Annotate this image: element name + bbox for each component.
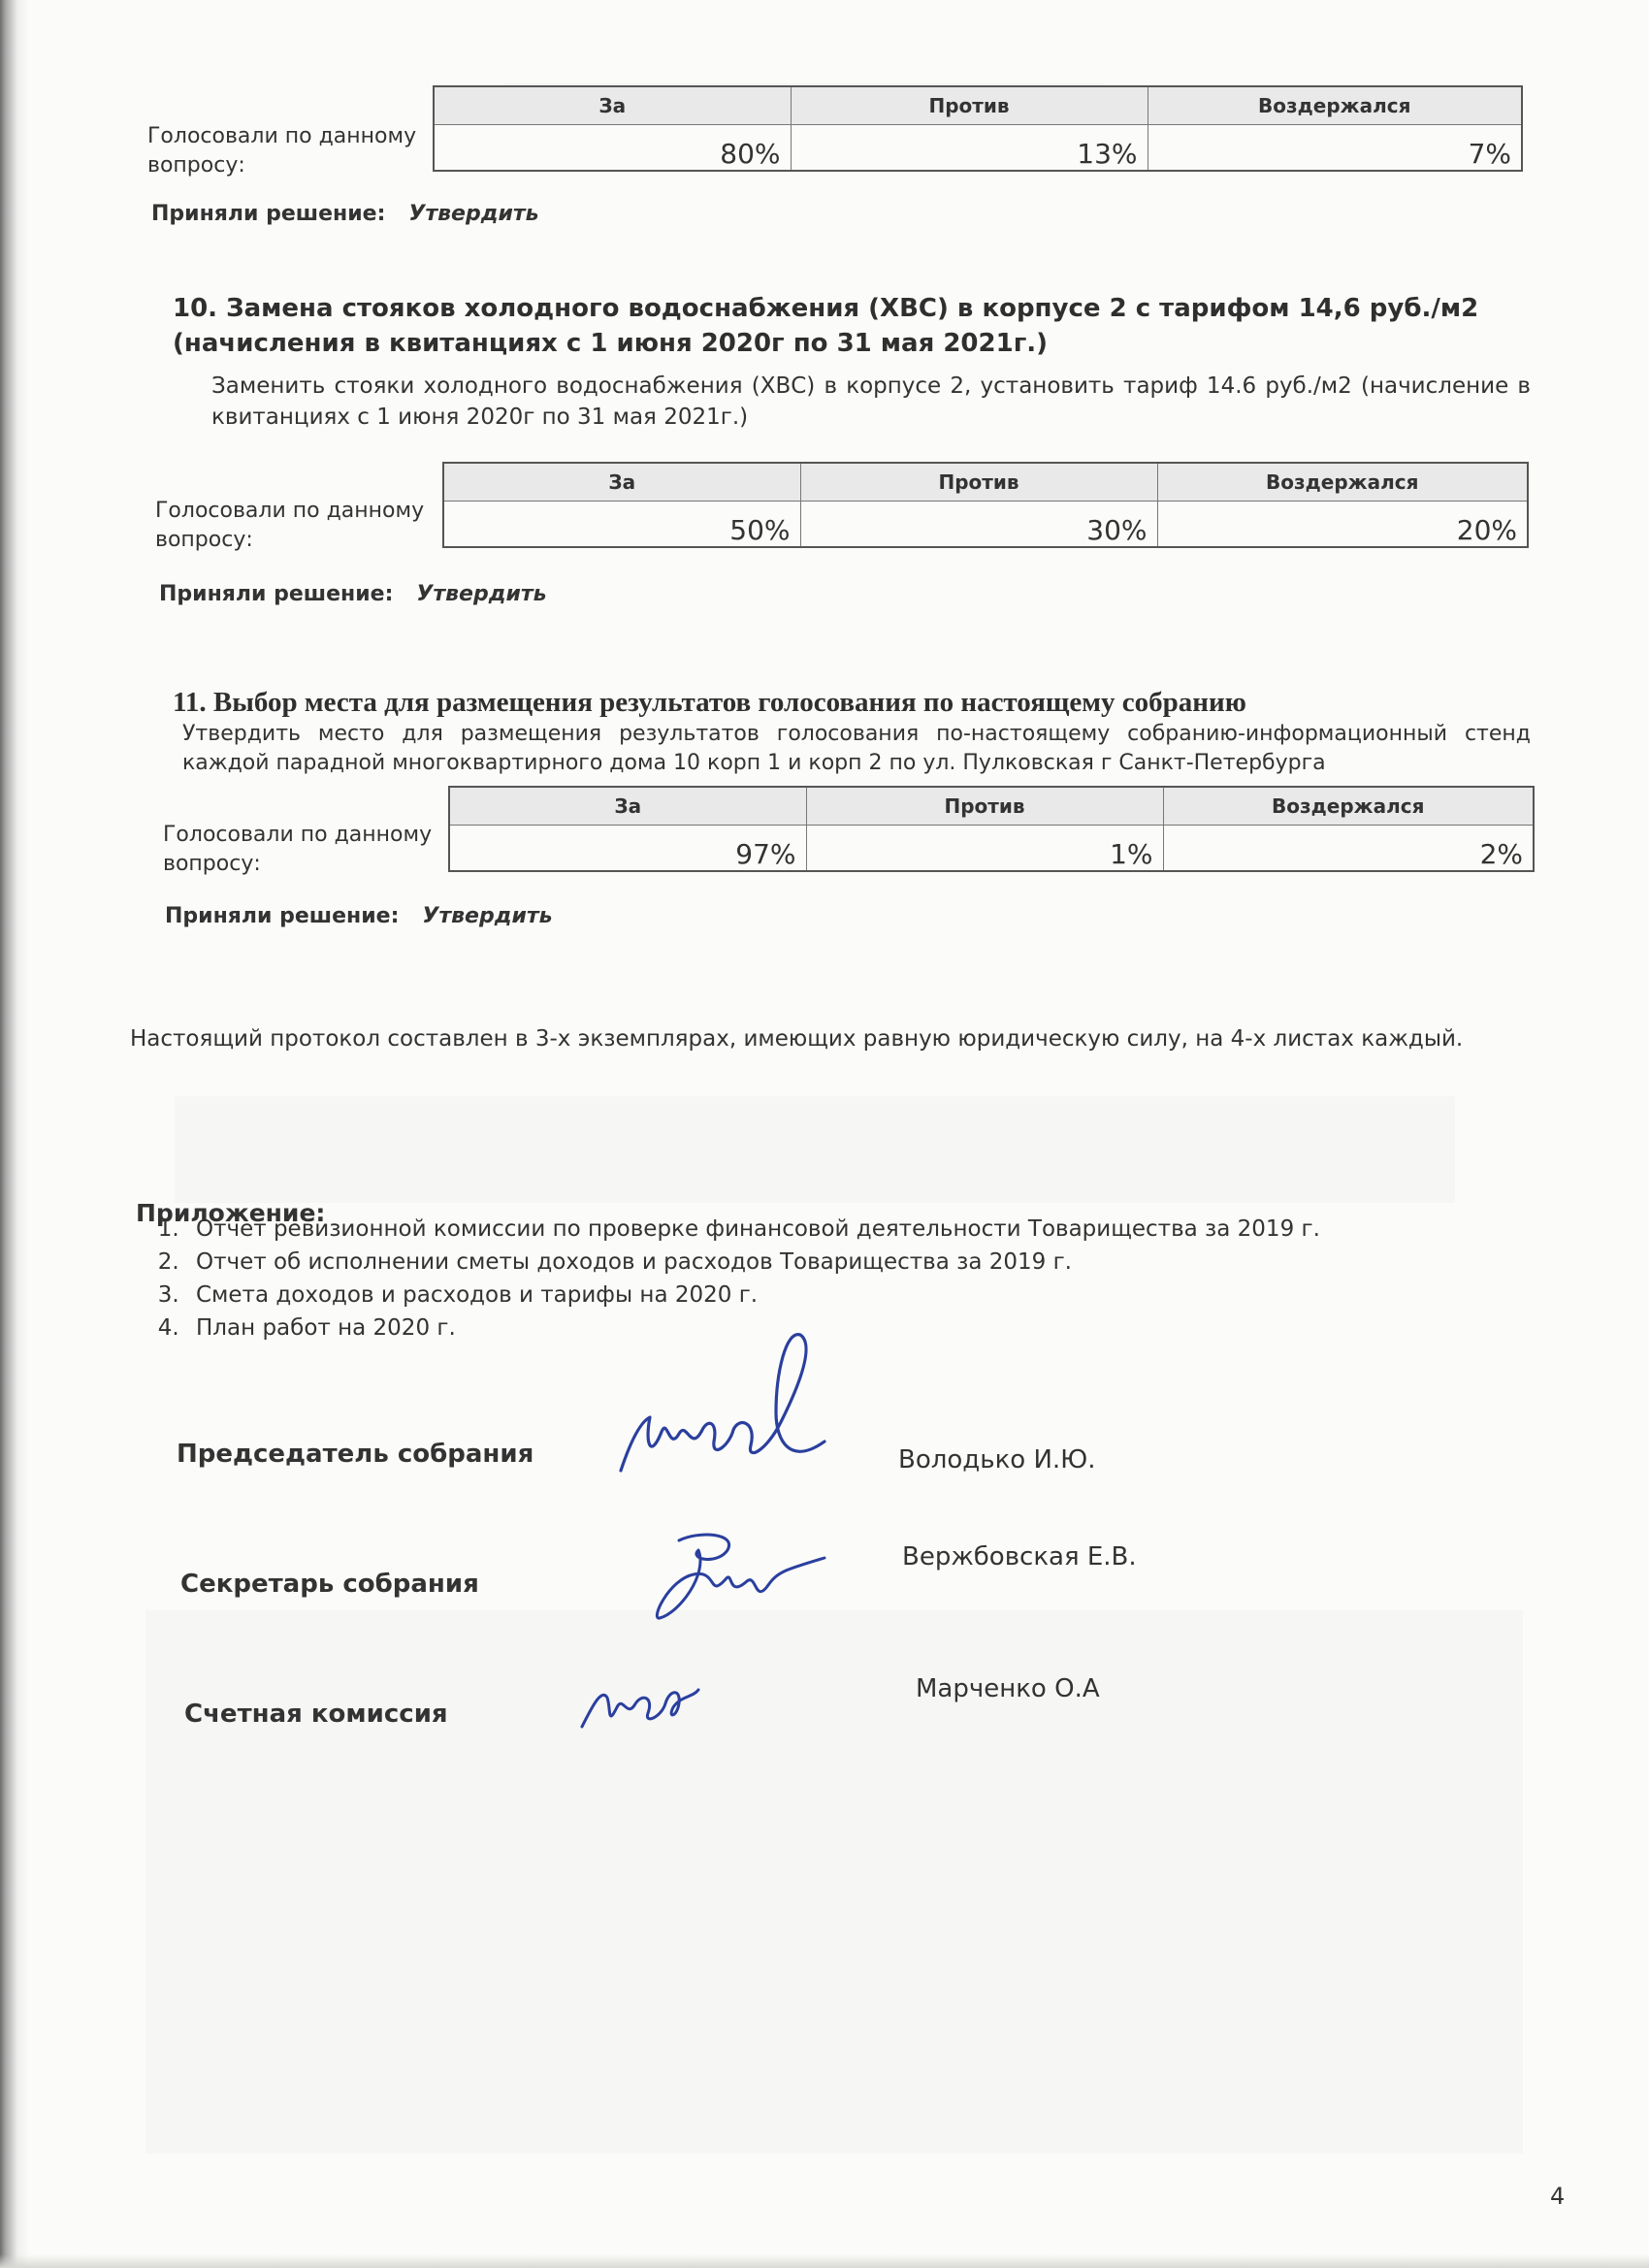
question-10-title: 10. Замена стояков холодного водоснабжения (ХВС) в корпусе 2 с тарифом 14,6 руб./м2 (начисления в квитанциях с 1 июня 2020г по 31 мая 2021г.) — [173, 294, 1479, 358]
value-abstain: 20% — [1157, 502, 1528, 548]
appendix-title: Приложение: — [136, 1199, 326, 1227]
vote-table-q11 — [448, 786, 1535, 872]
header-abstain: Воздержался — [1163, 787, 1534, 826]
value-against: 30% — [800, 502, 1157, 548]
question-11-title: 11. Выбор места для размещения результатов голосования по настоящему собранию — [173, 687, 1246, 718]
bleed-through-block — [146, 1610, 1523, 2154]
chair-role: Председатель собрания — [177, 1440, 534, 1469]
copies-note: Настоящий протокол составлен в 3-х экземплярах, имеющих равную юридическую силу, на 4-х листах каждый. — [130, 1026, 1464, 1052]
decision-q11: Приняли решение: Утвердить — [165, 904, 553, 928]
decision-q9: Приняли решение: Утвердить — [151, 202, 539, 226]
value-against: 13% — [791, 125, 1148, 172]
header-against: Против — [791, 86, 1148, 125]
scan-edge-left — [0, 0, 29, 2268]
voted-label: Голосовали по данному вопросу: — [147, 124, 417, 178]
header-for: За — [443, 463, 800, 502]
header-abstain: Воздержался — [1148, 86, 1522, 125]
decision-q10: Приняли решение: Утвердить — [159, 582, 547, 606]
header-for: За — [434, 86, 791, 125]
chair-signature-icon — [611, 1325, 834, 1490]
counting-commission-name: Марченко О.А — [916, 1674, 1100, 1703]
secretary-signature-icon — [640, 1521, 834, 1628]
value-against: 1% — [806, 826, 1163, 872]
value-for: 50% — [443, 502, 800, 548]
page-number: 4 — [1550, 2183, 1566, 2210]
chair-name: Володько И.Ю. — [898, 1445, 1096, 1474]
value-abstain: 2% — [1163, 826, 1534, 872]
value-abstain: 7% — [1148, 125, 1522, 172]
header-against: Против — [800, 463, 1157, 502]
header-for: За — [449, 787, 806, 826]
counting-commission-role: Счетная комиссия — [184, 1700, 448, 1729]
value-for: 80% — [434, 125, 791, 172]
secretary-name: Вержбовская Е.В. — [902, 1542, 1137, 1571]
appendix-item: 1. Отчет ревизионной комиссии по проверке финансовой деятельности Товарищества за 2019 г. — [186, 1213, 1544, 1246]
voted-label: Голосовали по данному вопросу: — [155, 499, 425, 552]
appendix-list — [147, 1213, 1544, 1345]
value-for: 97% — [449, 826, 806, 872]
scan-edge-bottom — [0, 2254, 1649, 2268]
voted-label: Голосовали по данному вопросу: — [163, 823, 433, 876]
question-11-text: Утвердить место для размещения результатов голосования по-настоящему собранию-информационный стенд каждой парадной многоквартирного дома 10 корп 1 и корп 2 по ул. Пулковская г Санкт-Петербурга — [182, 722, 1531, 775]
vote-table-q9 — [433, 85, 1523, 172]
bleed-through-block — [175, 1096, 1455, 1203]
appendix-item: 4. План работ на 2020 г. — [186, 1312, 1544, 1345]
question-10-text: Заменить стояки холодного водоснабжения (ХВС) в корпусе 2, установить тариф 14.6 руб./м2 (начисление в квитанциях с 1 июня 2020г по 31 мая 2021г.) — [211, 373, 1531, 430]
appendix-item: 2. Отчет об исполнении сметы доходов и расходов Товарищества за 2019 г. — [186, 1246, 1544, 1279]
appendix-item: 3. Смета доходов и расходов и тарифы на 2020 г. — [186, 1279, 1544, 1312]
secretary-role: Секретарь собрания — [180, 1570, 479, 1599]
vote-table-q10 — [442, 462, 1529, 548]
header-against: Против — [806, 787, 1163, 826]
header-abstain: Воздержался — [1157, 463, 1528, 502]
counting-signature-icon — [572, 1669, 708, 1746]
